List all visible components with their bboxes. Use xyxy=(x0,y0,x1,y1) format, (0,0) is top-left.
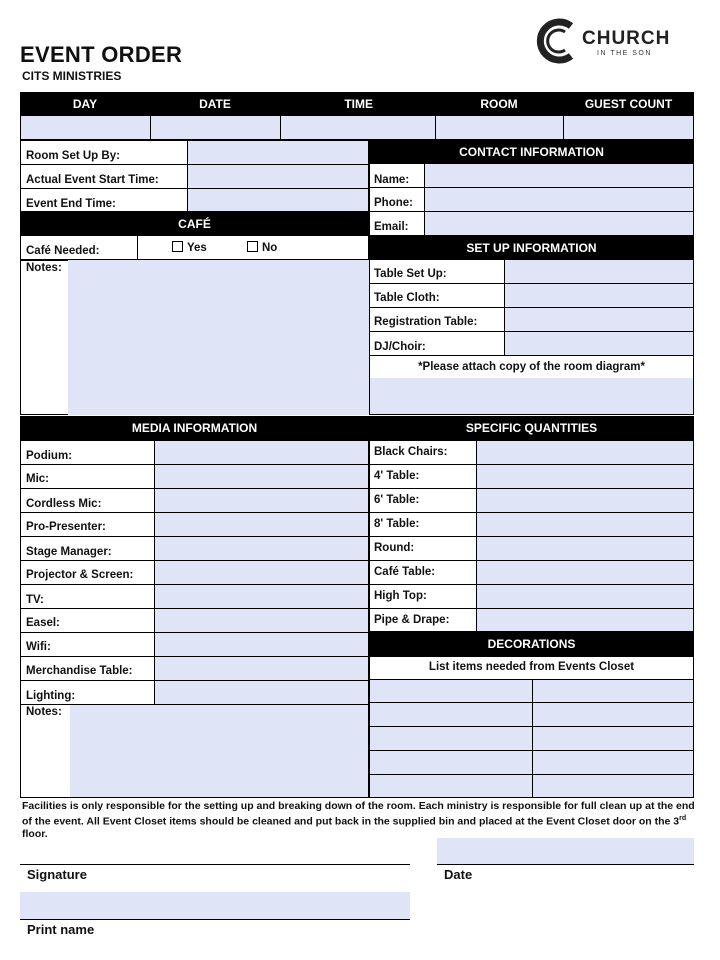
divider xyxy=(20,512,154,513)
wifi-label: Wifi: xyxy=(26,641,51,653)
four-ft-table-field[interactable] xyxy=(476,464,694,489)
divider xyxy=(369,307,504,308)
decor-item-field[interactable] xyxy=(369,750,533,775)
divider xyxy=(369,464,476,465)
contact-email-field[interactable] xyxy=(424,211,694,236)
easel-field[interactable] xyxy=(154,608,369,633)
church-logo xyxy=(535,18,705,68)
stage-manager-field[interactable] xyxy=(154,536,369,561)
tv-field[interactable] xyxy=(154,584,369,609)
registration-table-field[interactable] xyxy=(504,307,694,332)
eight-ft-table-label: 8' Table: xyxy=(374,518,420,530)
signature-field[interactable] xyxy=(20,840,410,864)
signature-line xyxy=(20,864,410,865)
mic-label: Mic: xyxy=(26,473,49,485)
room-setup-by-label: Room Set Up By: xyxy=(26,150,120,162)
table-cloth-label: Table Cloth: xyxy=(374,292,440,304)
divider xyxy=(20,536,154,537)
cafe-yes-option[interactable] xyxy=(172,241,207,254)
decor-item-field[interactable] xyxy=(532,726,694,751)
decor-item-field[interactable] xyxy=(369,702,533,727)
divider xyxy=(20,464,154,465)
lighting-label: Lighting: xyxy=(26,690,76,702)
divider xyxy=(369,608,476,609)
date-label: Date xyxy=(444,867,473,882)
guest-count-field[interactable] xyxy=(563,115,694,140)
divider xyxy=(20,656,154,657)
print-name-label: Print name xyxy=(27,922,95,937)
divider xyxy=(369,584,476,585)
decor-item-field[interactable] xyxy=(532,702,694,727)
lighting-field[interactable] xyxy=(154,680,369,705)
decor-item-field[interactable] xyxy=(532,679,694,703)
pro-presenter-field[interactable] xyxy=(154,512,369,537)
decor-item-field[interactable] xyxy=(369,774,533,798)
logo-subtext: IN THE SON xyxy=(597,50,652,57)
four-ft-table-label: 4' Table: xyxy=(374,470,420,482)
eight-ft-table-field[interactable] xyxy=(476,512,694,537)
projector-screen-field[interactable] xyxy=(154,560,369,585)
checkbox-icon[interactable] xyxy=(172,241,183,252)
start-time-field[interactable] xyxy=(187,164,369,189)
cordless-mic-field[interactable] xyxy=(154,488,369,513)
responsibility-note-end: floor. xyxy=(22,827,48,840)
page-subtitle: CITS MINISTRIES xyxy=(22,69,122,83)
col-time: TIME xyxy=(344,96,373,111)
col-day: DAY xyxy=(72,96,98,111)
six-ft-table-field[interactable] xyxy=(476,488,694,513)
dj-choir-label: DJ/Choir: xyxy=(374,341,426,353)
divider xyxy=(369,331,504,332)
col-date: DATE xyxy=(199,96,231,111)
end-time-field[interactable] xyxy=(187,188,369,212)
logo-word: CHURCH xyxy=(582,28,671,49)
contact-phone-field[interactable] xyxy=(424,187,694,212)
divider xyxy=(137,235,138,260)
divider xyxy=(20,164,187,165)
checkbox-icon[interactable] xyxy=(247,241,258,252)
merchandise-table-field[interactable] xyxy=(154,656,369,681)
divider xyxy=(369,560,476,561)
black-chairs-label: Black Chairs: xyxy=(374,446,448,458)
decor-item-field[interactable] xyxy=(369,726,533,751)
quantities-header: SPECIFIC QUANTITIES xyxy=(369,416,694,440)
dj-choir-field[interactable] xyxy=(504,331,694,356)
cafe-yes-label: Yes xyxy=(187,242,207,254)
media-notes-label: Notes: xyxy=(26,706,62,718)
divider xyxy=(20,188,187,189)
decor-item-field[interactable] xyxy=(369,679,533,703)
divider xyxy=(369,283,504,284)
contact-email-label: Email: xyxy=(374,221,409,233)
easel-label: Easel: xyxy=(26,617,60,629)
table-setup-label: Table Set Up: xyxy=(374,268,447,280)
divider xyxy=(369,536,476,537)
signature-label: Signature xyxy=(27,867,87,882)
cordless-mic-label: Cordless Mic: xyxy=(26,498,102,510)
decorations-subheader: List items needed from Events Closet xyxy=(428,661,635,673)
ordinal-suffix: rd xyxy=(679,814,687,822)
merchandise-table-label: Merchandise Table: xyxy=(26,665,133,677)
col-room: ROOM xyxy=(480,96,518,111)
media-notes-field[interactable] xyxy=(70,705,368,797)
divider xyxy=(20,680,154,681)
wifi-field[interactable] xyxy=(154,632,369,657)
podium-field[interactable] xyxy=(154,440,369,465)
round-field[interactable] xyxy=(476,536,694,561)
cafe-table-label: Café Table: xyxy=(374,566,436,578)
stage-manager-label: Stage Manager: xyxy=(26,546,112,558)
logo-c-icon xyxy=(535,18,579,64)
mic-field[interactable] xyxy=(154,464,369,489)
room-field[interactable] xyxy=(435,115,564,140)
time-field[interactable] xyxy=(280,115,436,140)
contact-phone-label: Phone: xyxy=(374,197,413,209)
pipe-drape-field[interactable] xyxy=(476,608,694,632)
print-name-line xyxy=(20,919,410,920)
page-title: EVENT ORDER xyxy=(20,42,183,67)
divider xyxy=(369,512,476,513)
tv-label: TV: xyxy=(26,594,44,606)
start-time-label: Actual Event Start Time: xyxy=(26,174,159,186)
setup-header: SET UP INFORMATION xyxy=(369,236,694,259)
date-field[interactable] xyxy=(150,115,281,140)
media-header: MEDIA INFORMATION xyxy=(20,416,369,440)
date-line xyxy=(437,864,694,865)
divider xyxy=(369,211,424,212)
cafe-needed-label: Café Needed: xyxy=(26,245,100,257)
six-ft-table-label: 6' Table: xyxy=(374,494,420,506)
divider xyxy=(369,488,476,489)
table-setup-field[interactable] xyxy=(504,259,694,284)
cafe-table-field[interactable] xyxy=(476,560,694,585)
divider xyxy=(369,355,504,356)
decor-item-field[interactable] xyxy=(532,774,694,798)
podium-label: Podium: xyxy=(26,450,72,462)
pro-presenter-label: Pro-Presenter: xyxy=(26,521,106,533)
decor-item-field[interactable] xyxy=(532,750,694,775)
contact-name-label: Name: xyxy=(374,174,410,186)
end-time-label: Event End Time: xyxy=(26,198,116,210)
date-field[interactable] xyxy=(437,838,694,864)
high-top-label: High Top: xyxy=(374,590,427,602)
cafe-notes-label: Notes: xyxy=(26,262,62,274)
black-chairs-field[interactable] xyxy=(476,440,694,465)
room-diagram-note: *Please attach copy of the room diagram* xyxy=(418,361,645,373)
projector-screen-label: Projector & Screen: xyxy=(26,569,134,581)
divider xyxy=(369,187,424,188)
registration-table-label: Registration Table: xyxy=(374,316,478,328)
high-top-field[interactable] xyxy=(476,584,694,609)
decorations-header: DECORATIONS xyxy=(369,632,694,656)
divider xyxy=(20,632,154,633)
room-diagram-field[interactable] xyxy=(370,378,693,414)
table-cloth-field[interactable] xyxy=(504,283,694,308)
divider xyxy=(20,560,154,561)
pipe-drape-label: Pipe & Drape: xyxy=(374,614,450,626)
responsibility-note xyxy=(22,800,702,840)
divider xyxy=(20,488,154,489)
cafe-no-label: No xyxy=(262,242,278,254)
cafe-header: CAFÉ xyxy=(20,212,369,235)
room-setup-by-field[interactable] xyxy=(187,140,369,165)
day-field[interactable] xyxy=(20,115,151,140)
responsibility-note-text: Facilities is only responsible for the setting up and breaking down of the room. Each ministry is responsible for full clean up at the end of the event. All Event Closet items should be cleaned and put back in the supplied bin and placed at the Event Closet door on the 3 xyxy=(22,800,695,827)
round-label: Round: xyxy=(374,542,415,554)
col-guest-count: GUEST COUNT xyxy=(584,96,673,111)
contact-name-field[interactable] xyxy=(424,163,694,188)
contact-header: CONTACT INFORMATION xyxy=(369,140,694,163)
cafe-no-option[interactable] xyxy=(247,241,277,254)
cafe-notes-field[interactable] xyxy=(68,260,369,415)
print-name-field[interactable] xyxy=(20,892,410,919)
divider xyxy=(20,584,154,585)
divider xyxy=(20,608,154,609)
